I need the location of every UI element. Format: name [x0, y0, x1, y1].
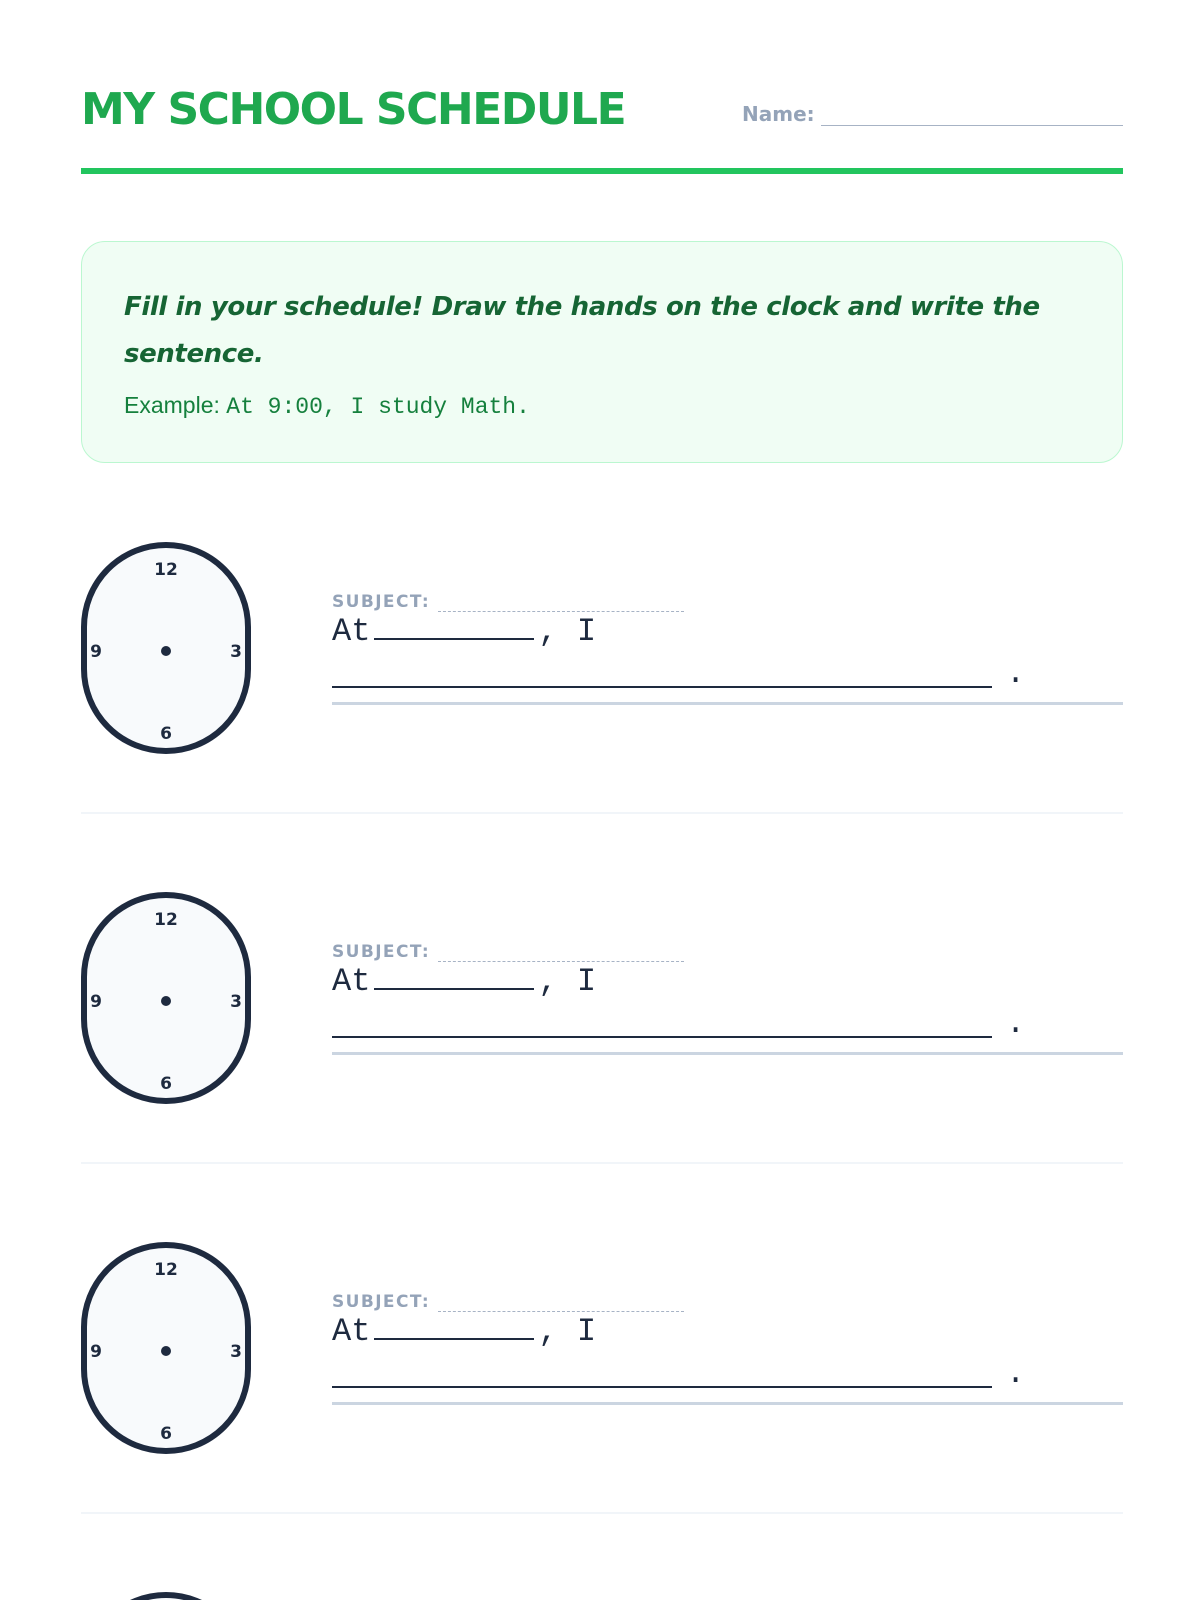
schedule-row-partial: [81, 1592, 1123, 1600]
time-blank-line[interactable]: [374, 608, 534, 640]
sentence-period: .: [1006, 655, 1026, 692]
clock-icon[interactable]: [81, 892, 251, 1104]
example-sentence: At 9:00, I study Math.: [226, 394, 530, 420]
header: [81, 82, 1123, 174]
clock-number-9: 9: [90, 642, 102, 662]
writing-guide-line: [332, 1402, 1123, 1405]
sentence-first-line: [332, 1308, 596, 1352]
row-divider: [81, 1512, 1123, 1514]
example-line: [124, 392, 1082, 420]
clock-center-dot: [161, 996, 171, 1006]
clock-icon[interactable]: [81, 542, 251, 754]
sentence-start: At: [332, 1313, 371, 1350]
clock-number-3: 3: [230, 642, 242, 662]
name-label: Name:: [742, 102, 815, 126]
sentence-mid: , I: [538, 963, 597, 1000]
activity-blank-line[interactable]: [332, 1386, 992, 1388]
instructions-box: [81, 241, 1123, 463]
clock-icon[interactable]: [81, 1592, 251, 1600]
sentence-first-line: [332, 958, 596, 1002]
clock-number-3: 3: [230, 992, 242, 1012]
row-divider: [81, 812, 1123, 814]
activity-blank-line[interactable]: [332, 686, 992, 688]
subject-label: SUBJECT:: [332, 1292, 431, 1312]
row-divider: [81, 1162, 1123, 1164]
clock-center-dot: [161, 646, 171, 656]
sentence-start: At: [332, 613, 371, 650]
clock-number-9: 9: [90, 992, 102, 1012]
name-blank-line[interactable]: [821, 108, 1123, 126]
example-label: Example:: [124, 392, 220, 418]
clock-number-12: 12: [154, 1260, 178, 1280]
subject-label: SUBJECT:: [332, 592, 431, 612]
clock-number-3: 3: [230, 1342, 242, 1362]
clock-number-6: 6: [160, 1424, 172, 1444]
schedule-row: [81, 1242, 1123, 1592]
time-blank-line[interactable]: [374, 958, 534, 990]
sentence-second-line: [332, 1354, 1026, 1394]
clock-number-6: 6: [160, 1074, 172, 1094]
sentence-area: [332, 1308, 1123, 1408]
sentence-mid: , I: [538, 613, 597, 650]
sentence-period: .: [1006, 1005, 1026, 1042]
schedule-row: [81, 542, 1123, 892]
clock-number-12: 12: [154, 910, 178, 930]
sentence-area: [332, 608, 1123, 708]
sentence-start: At: [332, 963, 371, 1000]
clock-center-dot: [161, 1346, 171, 1356]
clock-icon[interactable]: [81, 1242, 251, 1454]
sentence-period: .: [1006, 1355, 1026, 1392]
clock-number-6: 6: [160, 724, 172, 744]
sentence-second-line: [332, 654, 1026, 694]
sentence-second-line: [332, 1004, 1026, 1044]
sentence-mid: , I: [538, 1313, 597, 1350]
page-title: MY SCHOOL SCHEDULE: [81, 84, 626, 135]
writing-guide-line: [332, 702, 1123, 705]
clock-number-9: 9: [90, 1342, 102, 1362]
time-blank-line[interactable]: [374, 1308, 534, 1340]
sentence-area: [332, 958, 1123, 1058]
activity-blank-line[interactable]: [332, 1036, 992, 1038]
writing-guide-line: [332, 1052, 1123, 1055]
name-area[interactable]: [742, 96, 1123, 126]
sentence-first-line: [332, 608, 596, 652]
subject-label: SUBJECT:: [332, 942, 431, 962]
clock-number-12: 12: [154, 560, 178, 580]
schedule-row: [81, 892, 1123, 1242]
instructions-text: Fill in your schedule! Draw the hands on the clock and write the sentence.: [124, 292, 1040, 369]
